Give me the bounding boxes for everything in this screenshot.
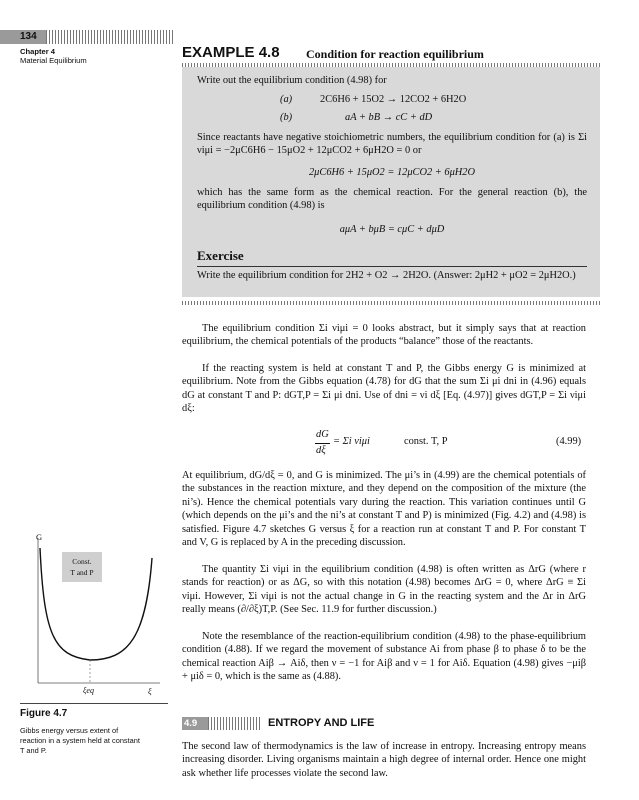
eq-condition: const. T, P	[404, 436, 448, 447]
part-b-label: (b)	[280, 112, 293, 123]
page-header-rule	[46, 30, 174, 44]
section-number: 4.9	[184, 718, 198, 729]
body-paragraph-1: The equilibrium condition Σi νiμi = 0 looks abstract, but it simply says that at reaction equilibrium, the chemical potentials of the products “balance” those of the reactants.	[182, 323, 586, 348]
gibbs-energy-figure	[28, 528, 178, 698]
part-a-label: (a)	[280, 94, 293, 105]
exercise-heading: Exercise	[197, 248, 244, 263]
figure-label: Figure 4.7	[20, 708, 68, 719]
exercise-text: Write the equilibrium condition for 2H2 + O2 → 2H2O. (Answer: 2μH2 + μO2 = 2μH2O.)	[197, 270, 576, 281]
body-paragraph-5: Note the resemblance of the reaction-equilibrium condition (4.98) to the phase-equilibrium condition (4.88). If we regard the movement of substance Ai from phase β to phase δ to be the chemical reaction Aiβ → Aiδ, then ν = −1 for Aiβ and ν = 1 for Aiδ. Equation (4.98) gives −μiβ + μiδ = 0, which is the same as (4.88).	[182, 631, 586, 683]
part-b-reaction: aA + bB → cC + dD	[345, 112, 433, 123]
eq-number: (4.99)	[556, 436, 582, 447]
section-header-rule	[208, 717, 260, 730]
example-paragraph-1: Since reactants have negative stoichiometric numbers, the equilibrium condition for (a) is Σi νiμi = −2μC6H6 − 15μO2 + 12μCO2 + 6μH2O = 0 or	[197, 132, 587, 157]
page-number: 134	[20, 31, 37, 42]
y-axis-label: G	[36, 532, 43, 542]
example-title: Condition for reaction equilibrium	[306, 47, 484, 61]
eq-fraction-numerator: dG	[316, 429, 329, 440]
condition-label-line2: T and P	[70, 568, 94, 577]
eq-fraction-bar	[315, 443, 330, 444]
chapter-label: Chapter 4	[20, 47, 56, 56]
body-paragraph-3: At equilibrium, dG/dξ = 0, and G is minimized. The μi’s in (4.99) are the chemical potentials of the substances in the reaction mixture, and they depend on the composition of the mixture (the ni’s). Hence the chemical potentials vary during the reaction. This variation continues until G (which depends on the μi’s and the ni’s at constant T and P) is minimized (Fig. 4.2) and (4.98) is satisfied. Figure 4.7 sketches G versus ξ for a reaction run at constant T and P. For constant T and V, G is replaced by A in the preceding discussion.	[182, 470, 586, 549]
figure-rule	[20, 703, 168, 704]
example-paragraph-2: which has the same form as the chemical reaction. For the general reaction (b), the equilibrium condition (4.98) is	[197, 187, 587, 212]
figure-caption: Gibbs energy versus extent of reaction in a system held at constant T and P.	[20, 726, 140, 756]
example-equation-1: 2μC6H6 + 15μO2 = 12μCO2 + 6μH2O	[308, 167, 475, 178]
condition-label-line1: Const.	[72, 557, 92, 566]
example-bottom-rule	[182, 301, 600, 305]
body-paragraph-4: The quantity Σi νiμi in the equilibrium condition (4.98) is often written as ΔrG (where r stands for reaction) or as ΔG, so with this notation (4.98) becomes ΔrG = 0, where ΔrG ≡ Σi νiμi. However, Σi νiμi is not the actual change in G in the reacting system and the Δr in ΔrG really means (∂/∂ξ)T,P. (See Sec. 11.9 for further discussion.)	[182, 564, 586, 616]
eq-rhs: = Σi νiμi	[333, 436, 370, 447]
body-paragraph-2: If the reacting system is held at constant T and P, the Gibbs energy G is minimized at equilibrium. Note from the Gibbs equation (4.78) for dG that the sum Σi μi dni in (4.96) equals dG at constant T and P: dGT,P = Σi μi dni. Use of dni = νi dξ [Eq. (4.97)] gives dGT,P = Σi νiμi dξ:	[182, 363, 586, 415]
section-title: ENTROPY AND LIFE	[268, 717, 375, 729]
exercise-rule	[197, 266, 587, 267]
part-a-reaction: 2C6H6 + 15O2 → 12CO2 + 6H2O	[320, 94, 467, 105]
example-number: 4.8	[258, 44, 280, 61]
x-eq-label: ξeq	[83, 686, 94, 695]
example-equation-2: aμA + bμB = cμC + dμD	[339, 224, 445, 235]
example-heading	[182, 44, 280, 61]
example-label: EXAMPLE	[182, 44, 255, 61]
example-intro: Write out the equilibrium condition (4.98) for	[197, 75, 387, 86]
x-axis-label: ξ	[148, 686, 152, 696]
chapter-title: Material Equilibrium	[20, 56, 87, 65]
eq-fraction-denominator: dξ	[316, 445, 326, 456]
section-paragraph: The second law of thermodynamics is the law of increase in entropy. Increasing entropy means increasing disorder. Living organisms maintain a high degree of internal order. Hence one might ask whether life processes violate the second law.	[182, 741, 586, 779]
